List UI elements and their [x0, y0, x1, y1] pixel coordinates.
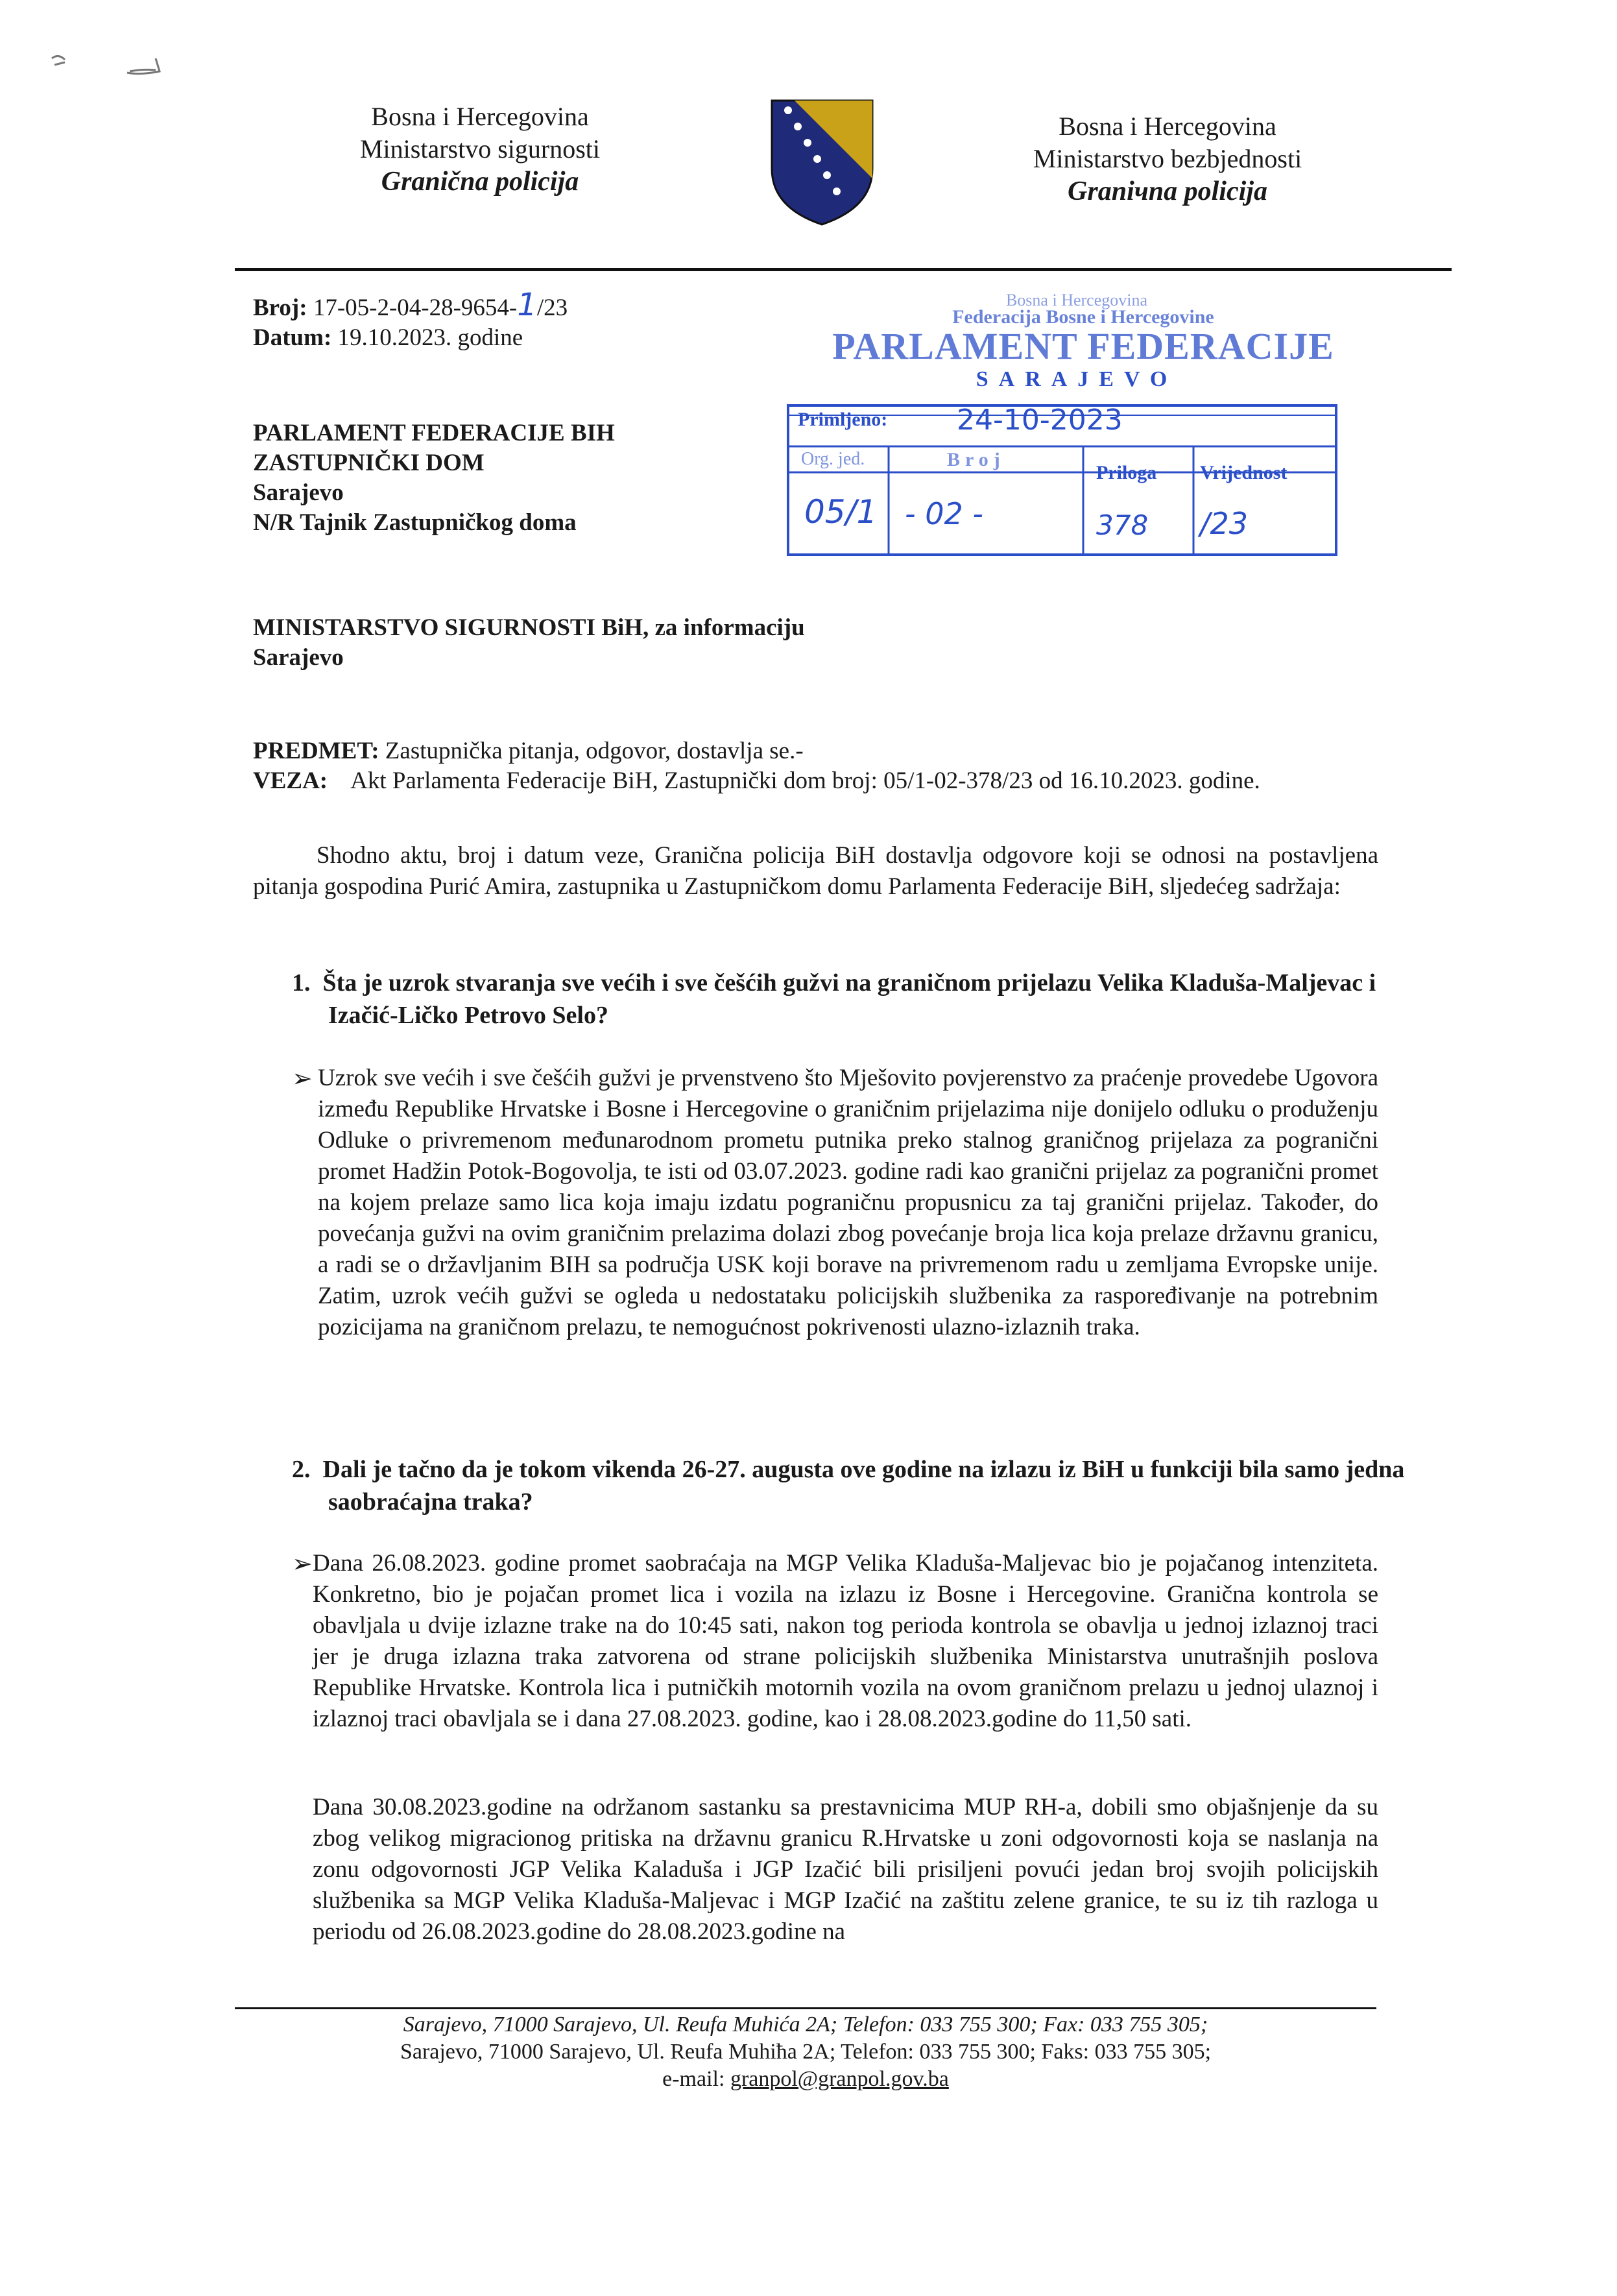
broj-label: Broj:: [253, 295, 307, 321]
stamp-col-priloga: Priloga: [1096, 462, 1157, 483]
header-right-agency: Graniчna policija: [1068, 176, 1267, 206]
recipient-block: [253, 418, 837, 538]
broj-handwritten: 1: [517, 287, 537, 323]
stamp-col-broj: Broj: [947, 449, 1005, 470]
predmet-label: PREDMET:: [253, 738, 379, 764]
stamp-col-vrijednost: Vrijednost: [1200, 462, 1288, 483]
footer-rule: [235, 2007, 1376, 2009]
footer: [235, 2011, 1376, 2093]
broj-value: 17-05-2-04-28-9654-: [313, 295, 518, 321]
stamp-line2: Federacija Bosne i Hercegovine: [952, 306, 1214, 328]
stamp-hand-vrijednost: /23: [1200, 506, 1249, 541]
header-left: [285, 101, 675, 198]
cc-block: [253, 613, 1031, 673]
question-2-number: 2.: [292, 1456, 311, 1483]
received-stamp: [785, 279, 1369, 577]
question-1-text: Šta je uzrok stvaranja sve većih i sve češćih gužvi na graničnom prijelazu Velika Kladuša-Maljevac i Izačić-Ličko Petrovo Selo?: [322, 969, 1376, 1029]
footer-line1: Sarajevo, 71000 Sarajevo, Ul. Reufa Muhića 2A; Telefon: 033 755 300; Fax: 033 755 305;: [403, 2012, 1208, 2036]
question-2: [292, 1453, 1415, 1518]
stamp-hand-org: 05/1: [804, 493, 878, 531]
header-right-country: Bosna i Hercegovina: [1059, 112, 1276, 141]
stamp-line1: Bosna i Hercegovina: [1005, 291, 1148, 309]
stamp-hand-priloga: 378: [1096, 509, 1149, 541]
question-1-number: 1.: [292, 969, 311, 997]
veza-text: Akt Parlamenta Federacije BiH, Zastupnički dom broj: 05/1-02-378/23 od 16.10.2023. godine.: [350, 767, 1260, 794]
stamp-received-date: 24-10-2023: [957, 404, 1123, 437]
answer-2: Dana 26.08.2023. godine promet saobraćaja na MGP Velika Kladuša-Maljevac bio je pojačanog intenziteta. Konkretno, bio je pojačan promet lica i vozila na izlazu iz Bosne i Hercegovine. Granična kontrola se obavljala u dvije izlazne trake na do 10:45 sati, nakon tog perioda kontrola se obavlja u jednoj izlaznoj traci jer je druga izlazna traka zatvorena od strane policijskih službenika Ministarstva unutrašnjih poslova Republike Hrvatske. Kontrola lica i putničkih motornih vozila na ovom graničnom prelazu u jednoj ulaznoj i izlaznoj traci obavljala se i dana 27.08.2023. godine, kao i 28.08.2023.godine do 11,50 sati.: [313, 1550, 1378, 1732]
intro-paragraph: Shodno aktu, broj i datum veze, Granična policija BiH dostavlja odgovore koji se odnosi na postavljena pitanja gospodina Purić Amira, zastupnika u Zastupničkom domu Parlamenta Federacije BiH, sljedećeg sadržaja:: [253, 842, 1378, 900]
cc-line2: Sarajevo: [253, 644, 344, 671]
arrow-bullet-icon: ➢: [292, 1065, 313, 1093]
header-left-agency: Granična policija: [381, 167, 579, 197]
scribble-mark: [45, 45, 175, 84]
header-left-country: Bosna i Hercegovina: [371, 102, 589, 131]
stamp-line3: PARLAMENT FEDERACIJE: [832, 325, 1334, 367]
datum-label: Datum:: [253, 324, 332, 351]
coat-of-arms-emblem: [769, 97, 876, 227]
header-right-ministry: Ministarstvo bezbjednosti: [1033, 144, 1302, 173]
reference-block: [253, 287, 772, 353]
footer-line2: Sarajevo, 71000 Sarajevo, Ul. Reufa Muhiћa 2A; Telefon: 033 755 300; Faks: 033 755 305;: [400, 2040, 1212, 2064]
question-1: [292, 967, 1415, 1032]
answer-2-continued: Dana 30.08.2023.godine na održanom sastanku sa prestavnicima MUP RH-a, dobili smo objašnjenje da su zbog velikog migracionog pritiska na državnu granicu R.Hrvatske u zoni odgovornosti koja se naslanja na zonu odgovornosti JGP Velika Kaladuša i JGP Izačić bili prisiljeni povući jedan broj svojih policijskih službenika sa MGP Velika Kladuša-Maljevac i MGP Izačić na zaštitu zelene granice, te su iz tih razloga u periodu od 26.08.2023.godine do 28.08.2023.godine na: [313, 1794, 1378, 1945]
veza-label: VEZA:: [253, 767, 328, 794]
stamp-hand-broj: - 02 -: [905, 496, 983, 531]
answer-1: Uzrok sve većih i sve češćih gužvi je prvenstveno što Mješovito povjerenstvo za praćenje provedebe Ugovora između Republike Hrvatske i Bosne i Hercegovine o graničnim prijelazima nije donijelo odluku o produženju Odluke o privremenom međunarodnom prometu putnika preko stalnog graničnog prijelaza za pogranični promet Hadžin Potok-Bogovolja, te isti od 03.07.2023. godine radi kao granični prijelaz za pogranični promet na kojem prelaze samo lica koja imaju izdatu pograničnu propusnicu za taj granični prijelaz. Također, do povećanja gužvi na ovim graničnim prelazima dolazi zbog povećanje broja lica koja prelaze državnu granicu, a radi se o državljanim BIH sa područja USK koji borave na privremenom radu u zemljama Evropske unije. Zatim, uzrok većih gužvi se ogleda u nedostataku policijskih službenika za raspoređivanje na potrebnim pozicijama na graničnom prelazu, te nemogućnost pokrivenosti ulazno-izlaznih traka.: [318, 1065, 1378, 1340]
stamp-line4: SARAJEVO: [976, 367, 1178, 391]
header-right: [973, 110, 1362, 208]
predmet-text: Zastupnička pitanja, odgovor, dostavlja se.-: [385, 738, 804, 764]
question-2-text: Dali je tačno da je tokom vikenda 26-27. augusta ove godine na izlazu iz BiH u funkciji bila samo jedna saobraćajna traka?: [322, 1456, 1405, 1516]
subject-block: [253, 736, 1453, 796]
recipient-line3: Sarajevo: [253, 479, 344, 506]
recipient-line4: N/R Tajnik Zastupničkog doma: [253, 509, 577, 536]
datum-value: 19.10.2023. godine: [337, 324, 523, 351]
cc-line1: MINISTARSTVO SIGURNOSTI BiH, za informaciju: [253, 614, 805, 641]
stamp-received-label: Primljeno:: [798, 409, 888, 430]
broj-suffix: /23: [536, 295, 568, 321]
stamp-col-org: Org. jed.: [801, 449, 865, 469]
arrow-bullet-icon: ➢: [292, 1551, 313, 1578]
header-rule: [235, 268, 1452, 271]
recipient-line1: PARLAMENT FEDERACIJE BIH: [253, 420, 615, 446]
footer-email-label: e-mail:: [662, 2067, 725, 2091]
footer-email-link[interactable]: granpol@granpol.gov.ba: [730, 2067, 949, 2091]
header-left-ministry: Ministarstvo sigurnosti: [359, 134, 601, 163]
recipient-line2: ZASTUPNIČKI DOM: [253, 450, 485, 476]
